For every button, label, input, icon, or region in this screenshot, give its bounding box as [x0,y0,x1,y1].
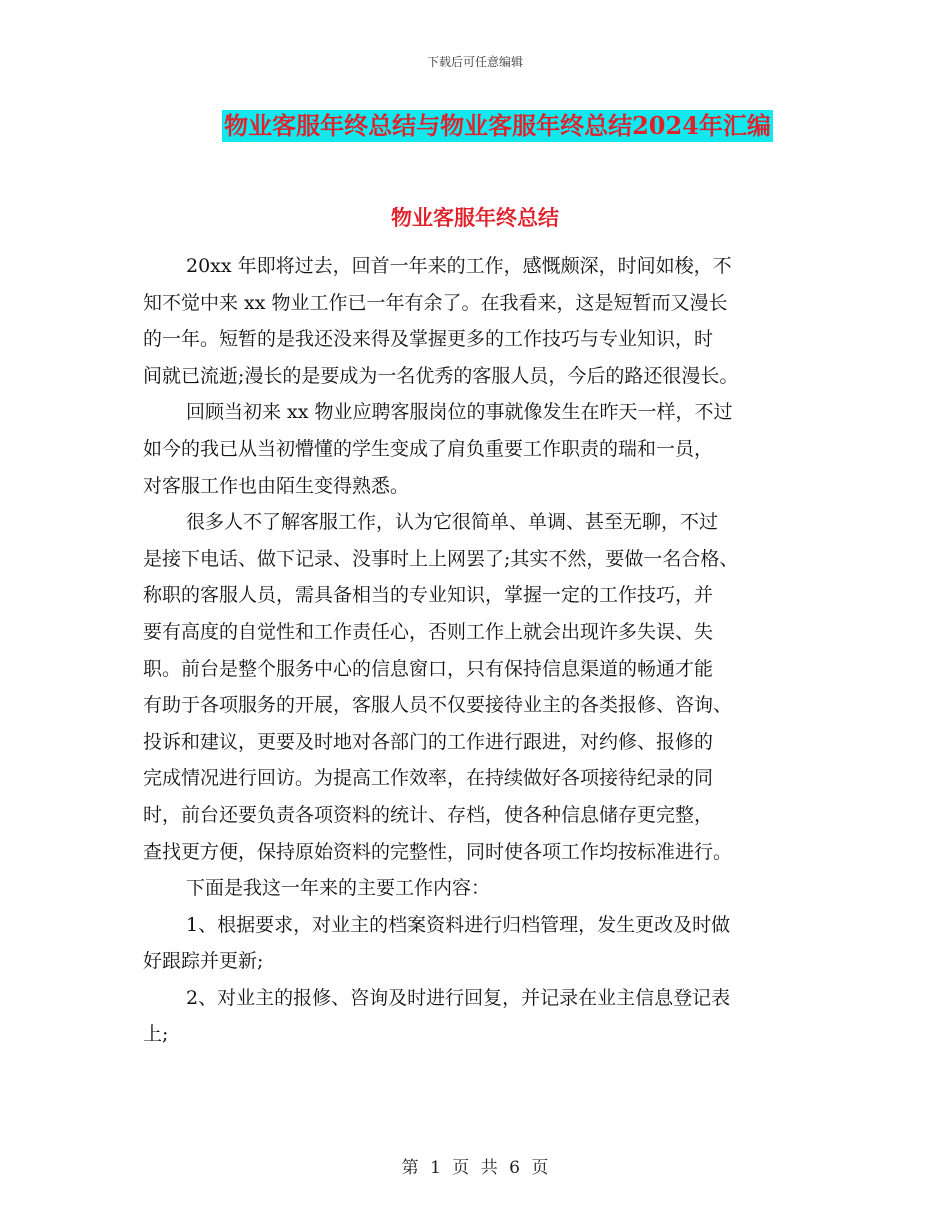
body-line: 的一年。短暂的是我还没来得及掌握更多的工作技巧与专业知识，时 [143,328,714,351]
body-line: 回顾当初来 xx 物业应聘客服岗位的事就像发生在昨天一样，不过 [186,401,733,424]
page-header-note: 下载后可任意编辑 [426,55,523,69]
document-main-title: 物业客服年终总结与物业客服年终总结2024年汇编 [224,111,771,140]
body-line: 有助于各项服务的开展，客服人员不仅要接待业主的各类报修、咨询、 [143,694,733,717]
document-body [143,248,815,1053]
body-line: 很多人不了解客服工作，认为它很简单、单调、甚至无聊，不过 [186,511,719,534]
body-line: 如今的我已从当初懵懂的学生变成了肩负重要工作职责的瑞和一员， [143,437,714,460]
body-line: 是接下电话、做下记录、没事时上上网罢了;其实不然，要做一名合格、 [143,547,739,570]
body-line: 对客服工作也由陌生变得熟悉。 [143,474,410,497]
section-title: 物业客服年终总结 [391,205,559,230]
body-line: 1、根据要求，对业主的档案资料进行归档管理，发生更改及时做 [186,913,731,936]
body-line: 知不觉中来 xx 物业工作已一年有余了。在我看来，这是短暂而又漫长 [143,291,728,314]
body-line: 下面是我这一年来的主要工作内容： [186,877,491,900]
body-line: 要有高度的自觉性和工作责任心，否则工作上就会出现许多失误、失 [143,620,714,643]
body-line: 间就已流逝;漫长的是要成为一名优秀的客服人员，今后的路还很漫长。 [143,364,739,387]
body-line: 好跟踪并更新; [143,950,264,973]
body-line: 上; [143,1023,169,1046]
body-line: 查找更方便，保持原始资料的完整性，同时使各项工作均按标准进行。 [143,840,733,863]
body-line: 投诉和建议，更要及时地对各部门的工作进行跟进，对约修、报修的 [143,730,714,753]
main-title-container [0,110,950,142]
body-line: 称职的客服人员，需具备相当的专业知识，掌握一定的工作技巧，并 [143,584,714,607]
page-number-footer: 第 1 页 共 6 页 [401,1158,549,1178]
body-line: 完成情况进行回访。为提高工作效率，在持续做好各项接待纪录的同 [143,767,714,790]
body-line: 20xx 年即将过去，回首一年来的工作，感慨颇深，时间如梭，不 [186,255,732,277]
body-line: 职。前台是整个服务中心的信息窗口，只有保持信息渠道的畅通才能 [143,657,714,680]
body-line: 时，前台还要负责各项资料的统计、存档，使各种信息储存更完整， [143,803,714,826]
body-line: 2、对业主的报修、咨询及时进行回复，并记录在业主信息登记表 [186,986,731,1009]
